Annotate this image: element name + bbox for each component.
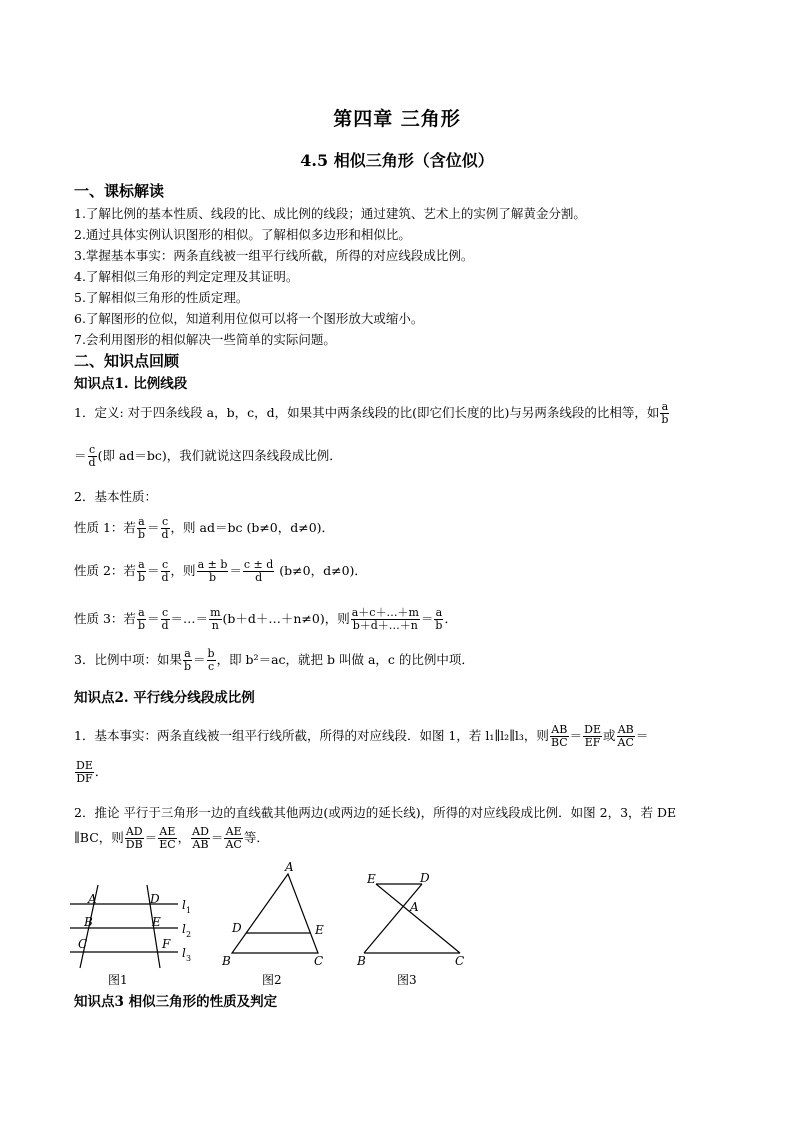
kp2-basic-fact-cont: $\frac{DE}{DF}$ ． <box>76 759 108 785</box>
label-B: B <box>84 915 93 929</box>
curriculum-item: 7.会利用图形的相似解决一些简单的实际问题。 <box>74 332 336 347</box>
kp2-corollary: 2．推论 平行于三角形一边的直线截其他两边(或两边的延长线)，所得的对应线段成比例．如图 2，3，若 DE <box>74 805 677 820</box>
curriculum-item: 3.掌握基本事实：两条直线被一组平行线所截，所得的对应线段成比例。 <box>74 248 474 263</box>
figure-1-caption: 图1 <box>108 973 128 987</box>
fraction-a-b: $\frac{a}{b}$ <box>137 606 145 632</box>
fraction-b-c: $\frac{b}{c}$ <box>207 647 215 673</box>
figure-2 <box>232 874 318 953</box>
fraction-m-n: $\frac{m}{n}$ <box>210 606 221 632</box>
curriculum-item: 2.通过具体实例认识图形的相似。了解相似多边形和相似比。 <box>74 227 411 242</box>
fraction-c-d: $\frac{c}{d}$ <box>161 515 169 541</box>
fraction-c-d: $\frac{c}{d}$ <box>161 558 169 584</box>
property-3: 性质 3：若 $\frac{a}{b}$ ＝ $\frac{c}{d}$ ＝…＝ $\frac{m}{n}$ (b＋d＋…＋n≠0)，则 $\frac{a+c+\dots+m}{b+d+\dots+n}$ ＝ $\frac{a}{b}$ ． <box>74 606 457 632</box>
label-C: C <box>455 954 465 968</box>
label-A: A <box>88 892 97 906</box>
curriculum-item: 5.了解相似三角形的性质定理。 <box>74 290 249 305</box>
label-D: D <box>232 921 242 935</box>
kp1-definition-line1: 1．定义: 对于四条线段 a，b，c，d，如果其中两条线段的比(即它们长度的比)与另两条线段的比相等，如 $\frac{a}{b}$ <box>74 400 669 426</box>
figure-3-caption: 图3 <box>397 973 417 987</box>
label-E: E <box>367 872 376 886</box>
fraction-AB-BC: $\frac{AB}{BC}$ <box>550 723 568 749</box>
fraction-a-pm-b-over-b: $\frac{a \pm b}{b}$ <box>197 558 228 584</box>
label-A: A <box>410 900 419 914</box>
kp1-definition-line2: ＝ $\frac{c}{d}$ (即 ad＝bc)，我们就说这四条线段成比例． <box>74 443 342 469</box>
chapter-title: 第四章 三角形 <box>333 108 461 130</box>
fraction-AE-EC: $\frac{AE}{EC}$ <box>159 825 176 851</box>
kp2-corollary-cont: ∥BC，则 $\frac{AD}{DB}$ ＝ $\frac{AE}{EC}$ ， $\frac{AD}{AB}$ ＝ $\frac{AE}{AC}$ 等． <box>74 825 269 851</box>
label-E: E <box>152 915 161 929</box>
kp1-basic-properties: 2．基本性质： <box>74 489 157 504</box>
label-B: B <box>222 954 231 968</box>
label-D: D <box>150 892 160 906</box>
section-curriculum-title: 一、课标解读 <box>74 182 165 200</box>
label-C: C <box>314 954 324 968</box>
fraction-a-b: $\frac{a}{b}$ <box>137 515 145 541</box>
figure-3 <box>364 884 460 953</box>
fraction-sum: $\frac{a+c+\dots+m}{b+d+\dots+n}$ <box>351 606 419 632</box>
property-2: 性质 2：若 $\frac{a}{b}$ ＝ $\frac{c}{d}$ ，则 $\frac{a \pm b}{b}$ ＝ $\frac{c \pm d}{d}$ (b≠0，d≠0)． <box>74 558 367 584</box>
fraction-a-b: $\frac{a}{b}$ <box>137 558 145 584</box>
kp3-title: 知识点3 相似三角形的性质及判定 <box>74 994 278 1010</box>
kp1-title: 知识点1. 比例线段 <box>74 376 188 392</box>
geometry-figures <box>0 855 794 995</box>
segment-DB <box>364 884 422 953</box>
label-F: F <box>162 937 171 951</box>
mean-proportional: 3．比例中项：如果 $\frac{a}{b}$ ＝ $\frac{b}{c}$ ，即 b²＝ac，就把 b 叫做 a，c 的比例中项． <box>74 647 474 673</box>
kp2-title: 知识点2. 平行线分线段成比例 <box>74 690 255 706</box>
label-l2: l <box>182 922 186 936</box>
figure-2-caption: 图2 <box>262 973 282 987</box>
label-l3: l <box>182 946 186 960</box>
fraction-a-b: $\frac{a}{b}$ <box>435 606 443 632</box>
fraction-DE-EF: $\frac{DE}{EF}$ <box>584 723 602 749</box>
fraction-DE-DF: $\frac{DE}{DF}$ <box>76 759 93 785</box>
curriculum-item: 6.了解图形的位似，知道利用位似可以将一个图形放大或缩小。 <box>74 311 424 326</box>
curriculum-item: 1.了解比例的基本性质、线段的比、成比例的线段；通过建筑、艺术上的实例了解黄金分割。 <box>74 206 586 221</box>
segment-EC <box>376 884 460 953</box>
section-subtitle: 4.5 相似三角形（含位似） <box>300 151 494 170</box>
label-D: D <box>420 871 430 885</box>
label-l1-sub: 1 <box>186 906 192 915</box>
section-review-title: 二、知识点回顾 <box>74 352 180 370</box>
fraction-AB-AC: $\frac{AB}{AC}$ <box>617 723 634 749</box>
label-l1: l <box>182 898 186 912</box>
label-l2-sub: 2 <box>186 930 192 939</box>
fraction-c-d: $\frac{c}{d}$ <box>161 606 169 632</box>
kp2-basic-fact: 1．基本事实：两条直线被一组平行线所截，所得的对应线段．如图 1，若 l₁∥l₂∥l₃，则 $\frac{AB}{BC}$ ＝ $\frac{DE}{EF}$ 或 $\frac{AB}{AC}$ ＝ <box>74 723 649 749</box>
label-E: E <box>315 923 324 937</box>
property-1: 性质 1：若 $\frac{a}{b}$ ＝ $\frac{c}{d}$ ，则 ad＝bc (b≠0，d≠0)． <box>74 515 335 541</box>
label-A: A <box>285 860 294 874</box>
label-B: B <box>357 954 366 968</box>
label-C: C <box>78 937 88 951</box>
fraction-a-b: $\frac{a}{b}$ <box>661 400 669 426</box>
label-l3-sub: 3 <box>186 954 192 963</box>
curriculum-item: 4.了解相似三角形的判定定理及其证明。 <box>74 269 299 284</box>
triangle-ABC <box>232 874 318 953</box>
fraction-AE-AC: $\frac{AE}{AC}$ <box>225 825 242 851</box>
fraction-AD-AB: $\frac{AD}{AB}$ <box>192 825 209 851</box>
fraction-c-d: $\frac{c}{d}$ <box>88 443 96 469</box>
fraction-AD-DB: $\frac{AD}{DB}$ <box>125 825 143 851</box>
fraction-a-b: $\frac{a}{b}$ <box>183 647 192 673</box>
fraction-c-pm-d-over-d: $\frac{c \pm d}{d}$ <box>243 558 274 584</box>
